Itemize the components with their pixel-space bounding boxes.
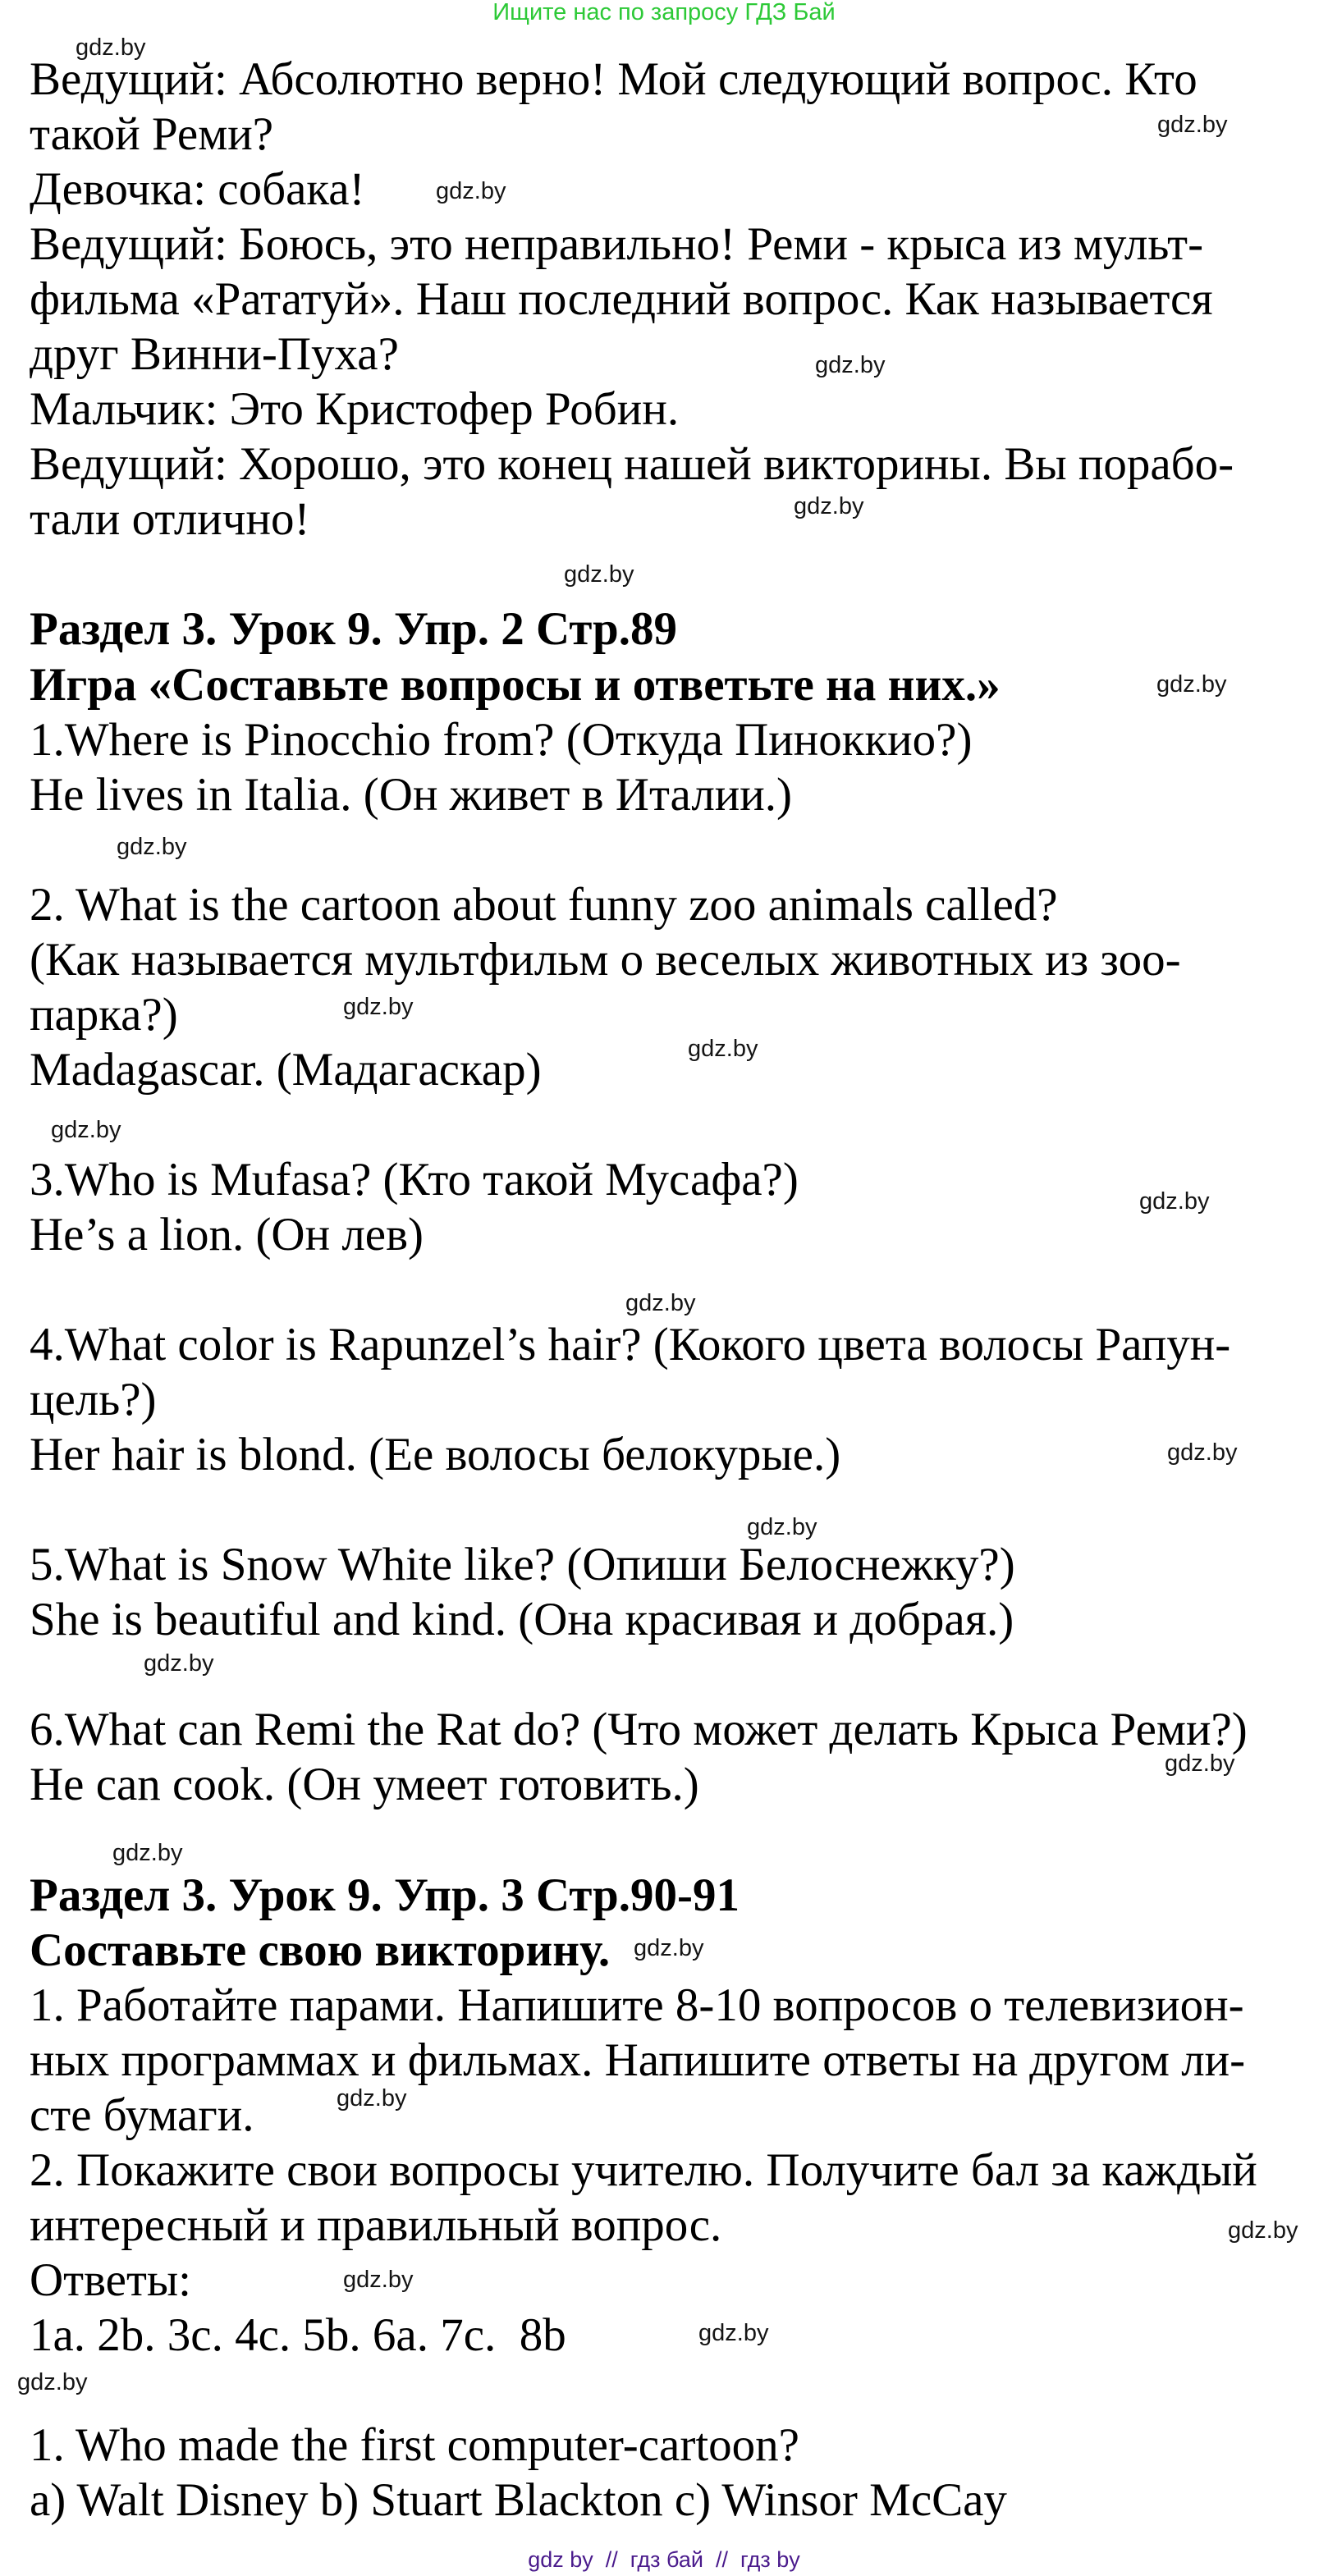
dialogue-line: Девочка: собака!	[30, 163, 365, 216]
watermark: gdz.by	[436, 178, 506, 204]
answer-line: She is beautiful and kind. (Она красивая и добрая.)	[30, 1594, 1014, 1646]
watermark: gdz.by	[17, 2369, 88, 2395]
section-heading-ex2: Раздел 3. Урок 9. Упр. 2 Стр.89	[30, 603, 678, 656]
footer-brand-text: gdz by // гдз бай // гдз by	[528, 2547, 800, 2572]
question-line: 5.What is Snow White like? (Опиши Белоснежку?)	[30, 1539, 1015, 1591]
question-line: 2. What is the cartoon about funny zoo animals called?	[30, 878, 1058, 931]
answer-line: Madagascar. (Мадагаскар)	[30, 1043, 542, 1096]
search-banner: Ищите нас по запросу ГДЗ Бай	[492, 0, 836, 25]
answers-key: 1a. 2b. 3c. 4c. 5b. 6a. 7c. 8b	[30, 2308, 566, 2361]
dialogue-line: такой Реми?	[30, 108, 274, 161]
question-line: парка?)	[30, 988, 178, 1041]
watermark: gdz.by	[698, 2320, 769, 2346]
answer-line: Her hair is blond. (Ее волосы белокурые.)	[30, 1429, 841, 1481]
watermark: gdz.by	[337, 2085, 407, 2112]
watermark: gdz.by	[51, 1117, 121, 1143]
instruction-line: 1. Работайте парами. Напишите 8-10 вопросов о телевизион-	[30, 1979, 1244, 2031]
question-line: 4.What color is Rapunzel’s hair? (Кокого цвета волосы Рапун-	[30, 1319, 1231, 1371]
watermark: gdz.by	[564, 561, 634, 588]
answer-line: He lives in Italia. (Он живет в Италии.)	[30, 768, 793, 821]
question-line: 3.Who is Mufasa? (Кто такой Мусафа?)	[30, 1153, 799, 1206]
watermark: gdz.by	[343, 994, 414, 1020]
dialogue-line: друг Винни-Пуха?	[30, 328, 399, 381]
dialogue-line: Ведущий: Боюсь, это неправильно! Реми - крыса из мульт-	[30, 218, 1204, 271]
watermark: gdz.by	[1165, 1750, 1235, 1777]
watermark: gdz.by	[1156, 671, 1227, 698]
dialogue-line: Ведущий: Абсолютно верно! Мой следующий вопрос. Кто	[30, 53, 1197, 105]
watermark: gdz.by	[1228, 2217, 1298, 2244]
answers-label: Ответы:	[30, 2253, 191, 2306]
quiz-question: 1. Who made the first computer-cartoon?	[30, 2419, 799, 2472]
blank-line	[30, 1813, 1257, 1868]
dialogue-line: тали отлично!	[30, 493, 310, 546]
dialogue-line: фильма «Рататуй». Наш последний вопрос. Как называется	[30, 273, 1213, 326]
blank-line	[30, 547, 1257, 602]
watermark: gdz.by	[1157, 112, 1228, 138]
instruction-line: интересный и правильный вопрос.	[30, 2199, 722, 2251]
question-line: 6.What can Remi the Rat do? (Что может делать Крыса Реми?)	[30, 1704, 1248, 1756]
blank-line	[30, 1097, 1257, 1152]
watermark: gdz.by	[794, 493, 864, 519]
section-subheading-ex2: Игра «Составьте вопросы и ответьте на них.»	[30, 658, 1001, 711]
question-line: цель?)	[30, 1374, 157, 1426]
quiz-options: a) Walt Disney b) Stuart Blackton c) Winsor McCay	[30, 2474, 1007, 2527]
instruction-line: сте бумаги.	[30, 2089, 254, 2141]
watermark: gdz.by	[634, 1935, 704, 1961]
watermark: gdz.by	[112, 1840, 183, 1866]
watermark: gdz.by	[1167, 1439, 1238, 1466]
answer-line: He’s a lion. (Он лев)	[30, 1208, 424, 1261]
instruction-line: ных программах и фильмах. Напишите ответы на другом ли-	[30, 2034, 1246, 2086]
section-heading-ex3: Раздел 3. Урок 9. Упр. 3 Стр.90-91	[30, 1869, 740, 1921]
watermark: gdz.by	[815, 352, 886, 378]
watermark: gdz.by	[144, 1650, 214, 1677]
instruction-line: 2. Покажите свои вопросы учителю. Получите бал за каждый	[30, 2144, 1257, 2196]
watermark: gdz.by	[117, 834, 187, 860]
watermark: gdz.by	[1139, 1188, 1210, 1215]
watermark: gdz.by	[76, 34, 146, 61]
blank-line	[30, 2363, 1257, 2418]
watermark: gdz.by	[343, 2267, 414, 2293]
question-line: 1.Where is Pinocchio from? (Откуда Пиноккио?)	[30, 713, 973, 766]
watermark: gdz.by	[688, 1036, 758, 1062]
watermark: gdz.by	[625, 1290, 696, 1316]
section-subheading-ex3: Составьте свою викторину.	[30, 1924, 611, 1976]
blank-line	[30, 822, 1257, 877]
dialogue-line: Ведущий: Хорошо, это конец нашей викторины. Вы порабо-	[30, 438, 1234, 491]
question-line: (Как называется мультфильм о веселых животных из зоо-	[30, 933, 1181, 986]
blank-line	[30, 1482, 1257, 1537]
watermark: gdz.by	[747, 1514, 817, 1540]
answer-line: He can cook. (Он умеет готовить.)	[30, 1759, 699, 1811]
dialogue-line: Мальчик: Это Кристофер Робин.	[30, 383, 680, 436]
